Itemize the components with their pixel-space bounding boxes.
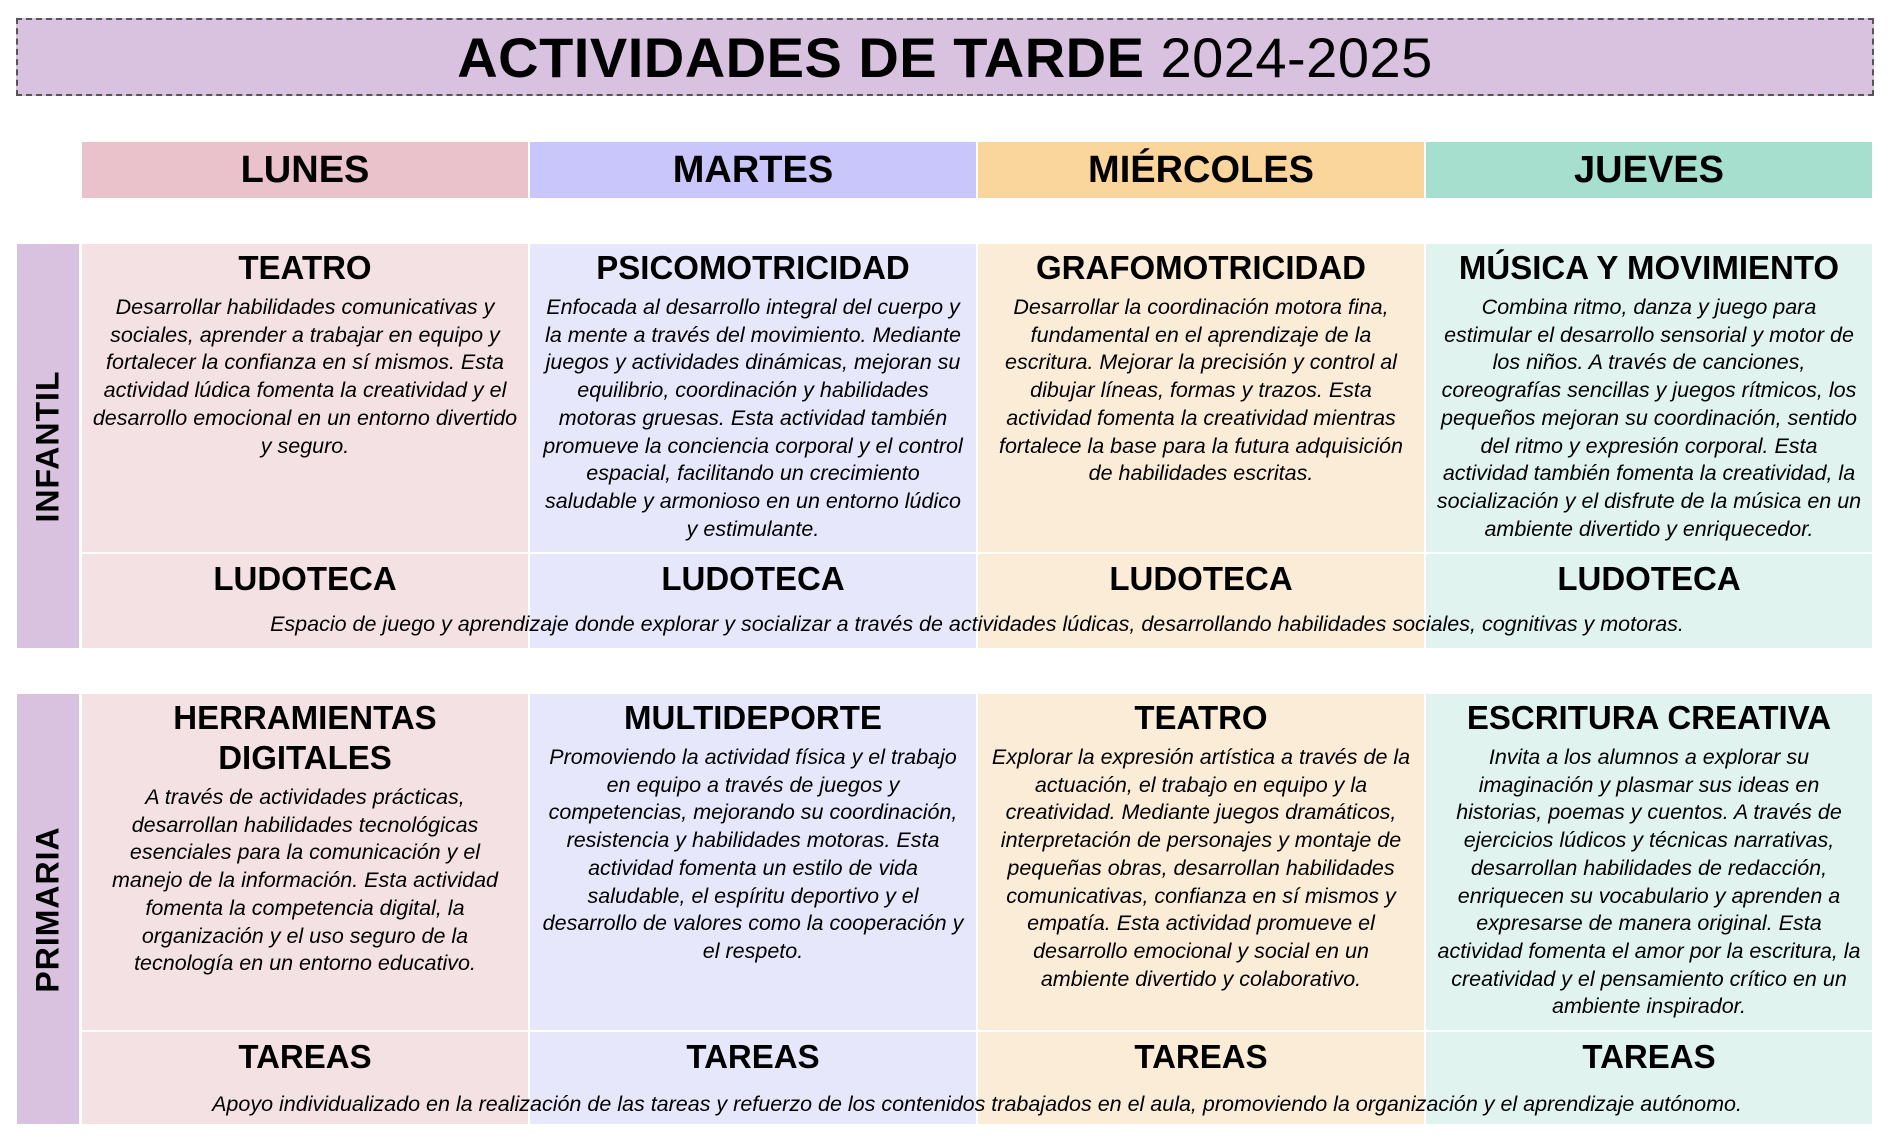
section-label-infantil [17, 244, 79, 648]
primaria-activity-martes [530, 694, 976, 1030]
activity-title: MÚSICA Y MOVIMIENTO [1458, 249, 1840, 286]
activity-title: TEATRO [238, 249, 372, 286]
page-title [16, 18, 1874, 96]
ludoteca-description: Espacio de juego y aprendizaje donde explorar y socializar a través de actividades lúdicas, desarrollando habilidades sociales, cognitivas y motoras. [270, 611, 1684, 636]
primaria-activity-miercoles [978, 694, 1424, 1030]
tareas-description: Apoyo individualizado en la realización de las tareas y refuerzo de los contenidos trabajados en el aula, promoviendo la organización y el aprendizaje autónomo. [212, 1091, 1742, 1116]
activity-description: Combina ritmo, danza y juego para estimular el desarrollo sensorial y motor de los niños. A través de canciones, coreografías sencillas y juegos rítmicos, los pequeños mejoran su coordinación, sentido del ritmo y expresión corporal. Esta actividad también fomenta la creatividad, la socialización y el disfrute de la música en un ambiente divertido y enriquecedor. [1436, 295, 1862, 541]
infantil-label-text: INFANTIL [29, 370, 66, 522]
activity-description: Explorar la expresión artística a través de la actuación, el trabajo en equipo y la creatividad. Mediante juegos dramáticos, interpretación de personajes y montaje de pequeñas obras, desarrollan habilidades comunicativas, confianza en sí mismos y empatía. Esta actividad promueve el desarrollo emocional y social en un ambiente divertido y colaborativo. [991, 745, 1411, 991]
ludoteca-title-jueves: LUDOTECA [1557, 560, 1741, 597]
activity-title: HERRAMIENTAS DIGITALES [173, 699, 437, 776]
activity-description: Desarrollar habilidades comunicativas y sociales, aprender a trabajar en equipo y fortalecer la confianza en sí mismos. Esta actividad lúdica fomenta la creatividad y el desarrollo emocional en un entorno divertido y seguro. [92, 295, 518, 458]
title-main: ACTIVIDADES DE TARDE [457, 25, 1145, 89]
primaria-activity-jueves [1426, 694, 1872, 1030]
day-header-martes: MARTES [530, 142, 976, 198]
activity-description: Enfocada al desarrollo integral del cuerpo y la mente a través del movimiento. Mediante juegos y actividades dinámicas, mejoran su equilibrio, coordinación y habilidades motoras gruesas. Esta actividad también promueve la conciencia corporal y el control espacial, facilitando un crecimiento saludable y armonioso en un entorno lúdico y estimulante. [543, 295, 963, 541]
section-label-primaria [17, 694, 79, 1124]
activity-title: MULTIDEPORTE [624, 699, 882, 736]
activity-title: PSICOMOTRICIDAD [596, 249, 910, 286]
ludoteca-title-miercoles: LUDOTECA [1109, 560, 1293, 597]
infantil-activity-miercoles [978, 244, 1424, 552]
primaria-label-text: PRIMARIA [29, 825, 66, 993]
infantil-activity-martes [530, 244, 976, 552]
activity-description: A través de actividades prácticas, desarrollan habilidades tecnológicas esenciales para la comunicación y el manejo de la información. Esta actividad fomenta la competencia digital, la organización y el uso seguro de la tecnología en un entorno educativo. [111, 785, 498, 976]
tareas-title-miercoles: TAREAS [1134, 1038, 1268, 1075]
day-header-lunes: LUNES [82, 142, 528, 198]
ludoteca-title-martes: LUDOTECA [661, 560, 845, 597]
title-year: 2024-2025 [1160, 25, 1433, 89]
day-header-jueves: JUEVES [1426, 142, 1872, 198]
tareas-title-jueves: TAREAS [1582, 1038, 1716, 1075]
activity-description: Invita a los alumnos a explorar su imaginación y plasmar sus ideas en historias, poemas y cuentos. A través de ejercicios lúdicos y técnicas narrativas, desarrollan habilidades de redacción, enriquecen su vocabulario y aprenden a expresarse de manera original. Esta actividad fomenta el amor por la escritura, la creatividad y el pensamiento crítico en un ambiente inspirador. [1437, 745, 1861, 1019]
tareas-title-martes: TAREAS [686, 1038, 820, 1075]
activity-title: ESCRITURA CREATIVA [1466, 699, 1832, 736]
infantil-activity-jueves [1426, 244, 1872, 552]
day-header-miercoles: MIÉRCOLES [978, 142, 1424, 198]
tareas-title-lunes: TAREAS [238, 1038, 372, 1075]
activity-title: GRAFOMOTRICIDAD [1036, 249, 1366, 286]
primaria-activity-lunes [82, 694, 528, 1030]
activity-title: TEATRO [1134, 699, 1268, 736]
activity-description: Promoviendo la actividad física y el trabajo en equipo a través de juegos y competencias, mejorando su coordinación, resistencia y habilidades motoras. Esta actividad fomenta un estilo de vida saludable, el espíritu deportivo y el desarrollo de valores como la cooperación y el respeto. [542, 745, 964, 963]
infantil-activity-lunes [82, 244, 528, 552]
ludoteca-title-lunes: LUDOTECA [213, 560, 397, 597]
activity-description: Desarrollar la coordinación motora fina, fundamental en el aprendizaje de la escritura. Mejorar la precisión y control al dibujar líneas, formas y trazos. Esta actividad fomenta la creatividad mientras fortalece la base para la futura adquisición de habilidades escritas. [999, 295, 1403, 486]
